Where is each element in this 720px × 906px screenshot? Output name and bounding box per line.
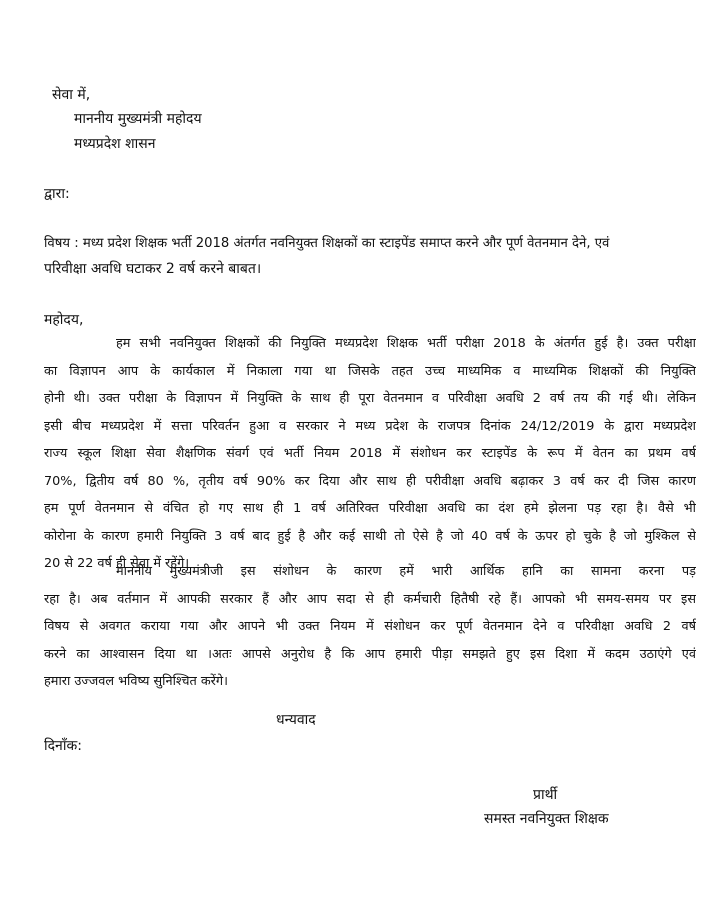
paragraph-line: इसी बीच मध्यप्रदेश में सत्ता परिवर्तन हुआ व सरकार ने मध्य प्रदेश के राजपत्र दिनांक 24/12/2019 के द्वारा मध्यप्रदेश [44, 418, 696, 434]
via-line: द्वारा: [44, 186, 70, 202]
paragraph-line: का विज्ञापन आप के कार्यकाल में निकाला गया था जिसके तहत उच्च माध्यमिक व माध्यमिक शिक्षकों की नियुक्ति [44, 363, 696, 379]
body-paragraph-2 [44, 558, 696, 696]
date-label: दिनाँक: [44, 738, 82, 754]
paragraph-line: कोरोना के कारण हमारी नियुक्ति 3 वर्ष बाद हुई है और कई साथी तो ऐसे है जो 40 वर्ष के ऊपर हो चुके है जो मुश्किल से [44, 528, 696, 544]
paragraph-line: रहा है। अब वर्तमान में आपकी सरकार हैं और आप सदा से ही कर्मचारी हितैषी रहे हैं। आपको भी समय-समय पर इस [44, 591, 696, 607]
paragraph-line: माननीय मुख्यमंत्रीजी इस संशोधन के कारण हमें भारी आर्थिक हानि का सामना करना पड़ [116, 564, 696, 579]
paragraph-line: विषय से अवगत कराया गया और आपने भी उक्त नियम में संशोधन कर पूर्ण वेतनमान देने व परिवीक्षा अवधि 2 वर्ष [44, 619, 696, 634]
paragraph-line: 20 से 22 वर्ष ही सेवा में रहेंगे। [44, 556, 190, 571]
paragraph-line: होनी थी। उक्त परीक्षा के विज्ञापन में नियुक्ति के साथ ही पूरा वेतनमान व परिवीक्षा अवधि 2 वर्ष तय की गई थी। लेकिन [44, 391, 696, 406]
addressee: माननीय मुख्यमंत्री महोदय [74, 111, 202, 127]
greeting: महोदय, [44, 312, 84, 328]
subject-line-2: परिवीक्षा अवधि घटाकर 2 वर्ष करने बाबत। [44, 261, 262, 277]
paragraph-line: हमारा उज्जवल भविष्य सुनिश्चित करेंगे। [44, 674, 228, 689]
salutation-to: सेवा में, [52, 87, 91, 103]
office: मध्यप्रदेश शासन [74, 136, 156, 152]
body-paragraph-1 [44, 330, 696, 578]
signatory: समस्त नवनियुक्त शिक्षक [484, 811, 609, 827]
paragraph-line: राज्य स्कूल शिक्षा सेवा शैक्षणिक संवर्ग एवं भर्ती नियम 2018 में संशोधन कर स्टाइपेंड के रूप में वेतन का प्रथम वर्ष [44, 446, 696, 461]
applicant-label: प्रार्थी [533, 787, 558, 803]
paragraph-line: करने का आश्वासन दिया था ।अतः आपसे अनुरोध है कि आप हमारी पीड़ा समझते हुए इस दिशा में कदम उठाएंगे एवं [44, 646, 696, 662]
subject-line-1: विषय : मध्य प्रदेश शिक्षक भर्ती 2018 अंतर्गत नवनियुक्त शिक्षकों का स्टाइपेंड समाप्त करने और पूर्ण वेतनमान देने, एवं [44, 236, 610, 251]
paragraph-line: हम पूर्ण वेतनमान से वंचित हो गए साथ ही 1 वर्ष अतिरिक्त परिवीक्षा अवधि का दंश हमे झेलना पड़ रहा है। वैसे भी [44, 501, 696, 516]
paragraph-line: 70%, द्वितीय वर्ष 80 %, तृतीय वर्ष 90% कर दिया और साथ ही परीवीक्षा अवधि बढ़ाकर 3 वर्ष कर दी जिस कारण [44, 473, 696, 489]
thanks: धन्यवाद [276, 712, 316, 728]
paragraph-line: हम सभी नवनियुक्त शिक्षकों की नियुक्ति मध्यप्रदेश शिक्षक भर्ती परीक्षा 2018 के अंतर्गत हुई है। उक्त परीक्षा [116, 336, 696, 351]
